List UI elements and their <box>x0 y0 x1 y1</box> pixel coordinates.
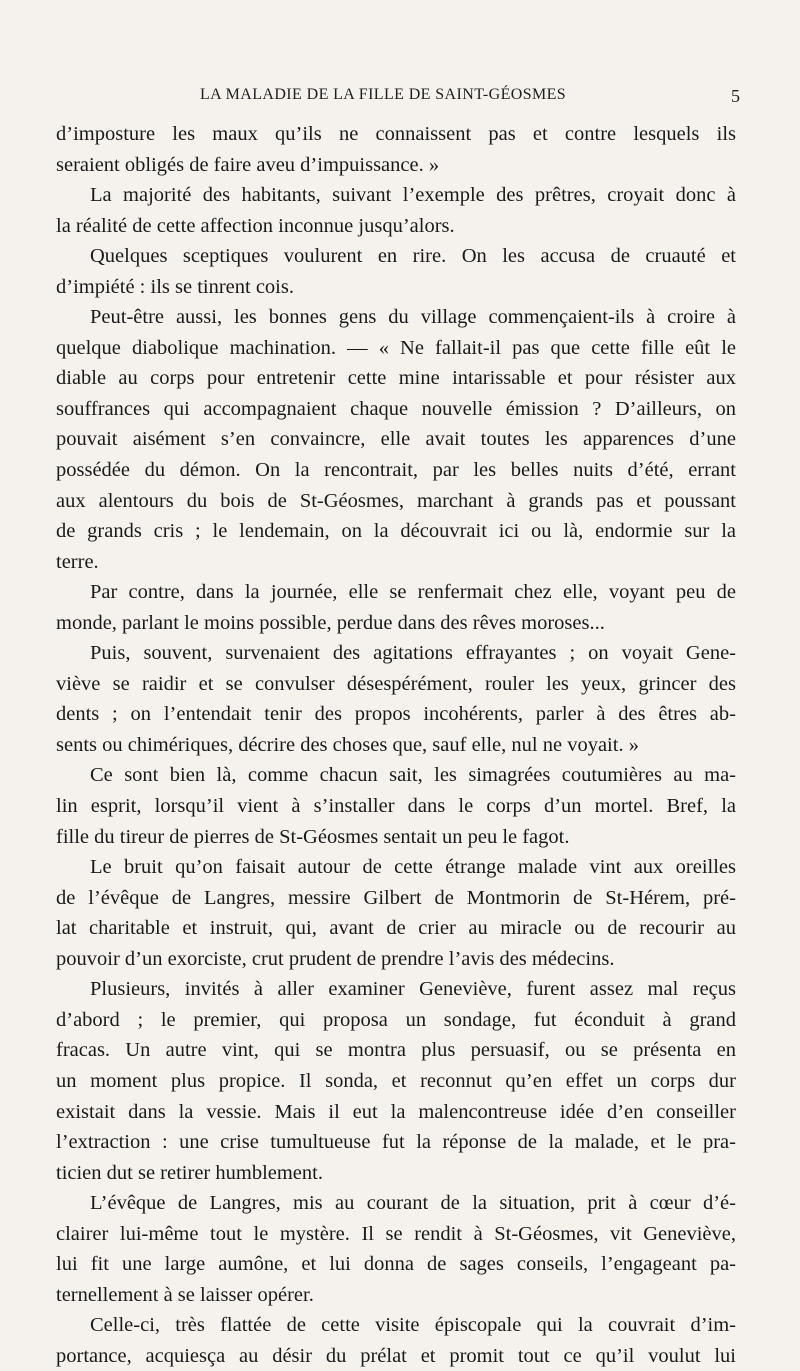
text-line: Peut-être aussi, les bonnes gens du village commençaient-ils à croire à <box>90 306 736 329</box>
text-line: souffrances qui accompagnaient chaque nouvelle émission ? D’ailleurs, on <box>56 397 736 420</box>
text-line: un moment plus propice. Il sonda, et reconnut qu’en effet un corps dur <box>56 1069 736 1092</box>
text-line: diable au corps pour entretenir cette mine intarissable et pour résister aux <box>56 367 736 390</box>
text-line: l’extraction : une crise tumultueuse fut la réponse de la malade, et le pra- <box>56 1131 736 1154</box>
text-line: lui fit une large aumône, et lui donna de sages conseils, l’engageant pa- <box>56 1253 736 1276</box>
text-line: de grands cris ; le lendemain, on la découvrait ici ou là, endormie sur la <box>56 520 736 543</box>
text-line: lat charitable et instruit, qui, avant de crier au miracle ou de recourir au <box>56 917 736 940</box>
text-line: fille du tireur de pierres de St-Géosmes sentait un peu le fagot. <box>56 825 570 848</box>
text-line: aux alentours du bois de St-Géosmes, marchant à grands pas et poussant <box>56 489 736 512</box>
text-line: Par contre, dans la journée, elle se renfermait chez elle, voyant peu de <box>90 581 736 604</box>
text-line: Quelques sceptiques voulurent en rire. On les accusa de cruauté et <box>90 245 736 268</box>
text-line: pouvoir d’un exorciste, crut prudent de prendre l’avis des médecins. <box>56 947 615 970</box>
text-line: d’abord ; le premier, qui proposa un sondage, fut éconduit à grand <box>56 1008 736 1031</box>
text-line: Plusieurs, invités à aller examiner Geneviève, furent assez mal reçus <box>90 978 736 1001</box>
text-line: dents ; on l’entendait tenir des propos incohérents, parler à des êtres ab- <box>56 703 736 726</box>
text-line: sents ou chimériques, décrire des choses que, sauf elle, nul ne voyait. » <box>56 733 639 756</box>
text-line: de l’évêque de Langres, messire Gilbert de Montmorin de St-Hérem, pré- <box>56 886 736 909</box>
text-line: quelque diabolique machination. — « Ne fallait-il pas que cette fille eût le <box>56 336 736 359</box>
text-line: lin esprit, lorsqu’il vient à s’installer dans le corps d’un mortel. Bref, la <box>56 795 736 818</box>
text-line: possédée du démon. On la rencontrait, par les belles nuits d’été, errant <box>56 459 736 482</box>
body-text <box>56 119 736 1371</box>
text-line: d’imposture les maux qu’ils ne connaissent pas et contre lesquels ils <box>56 123 736 145</box>
text-line: Celle-ci, très flattée de cette visite épiscopale qui la couvrait d’im- <box>90 1314 736 1337</box>
text-line: existait dans la vessie. Mais il eut la malencontreuse idée d’en conseiller <box>56 1100 736 1123</box>
text-line: terre. <box>56 550 99 573</box>
running-title: LA MALADIE DE LA FILLE DE SAINT-GÉOSMES <box>200 86 567 103</box>
text-line: monde, parlant le moins possible, perdue dans des rêves moroses... <box>56 611 605 634</box>
text-line: viève se raidir et se convulser désespérément, rouler les yeux, grincer des <box>56 672 736 695</box>
text-line: Puis, souvent, survenaient des agitations effrayantes ; on voyait Gene- <box>90 642 736 665</box>
text-line: La majorité des habitants, suivant l’exemple des prêtres, croyait donc à <box>90 184 736 207</box>
text-line: Ce sont bien là, comme chacun sait, les simagrées coutumières au ma- <box>90 764 736 787</box>
text-line: L’évêque de Langres, mis au courant de la situation, prit à cœur d’é- <box>90 1192 736 1215</box>
page-header <box>200 86 740 116</box>
text-line: fracas. Un autre vint, qui se montra plus persuasif, ou se présenta en <box>56 1039 736 1062</box>
text-line: portance, acquiesça au désir du prélat et promit tout ce qu’il voulut lui <box>56 1344 736 1367</box>
text-line: ternellement à se laisser opérer. <box>56 1283 314 1306</box>
text-line: ticien dut se retirer humblement. <box>56 1161 323 1184</box>
text-line: Le bruit qu’on faisait autour de cette étrange malade vint aux oreilles <box>90 856 736 879</box>
text-line: clairer lui-même tout le mystère. Il se rendit à St-Géosmes, vit Geneviève, <box>56 1222 736 1245</box>
text-line: la réalité de cette affection inconnue jusqu’alors. <box>56 214 455 237</box>
text-line: seraient obligés de faire aveu d’impuissance. » <box>56 153 440 176</box>
text-line: pouvait aisément s’en convaincre, elle avait toutes les apparences d’une <box>56 428 736 451</box>
page-number: 5 <box>731 86 740 106</box>
text-line: d’impiété : ils se tinrent cois. <box>56 275 294 298</box>
